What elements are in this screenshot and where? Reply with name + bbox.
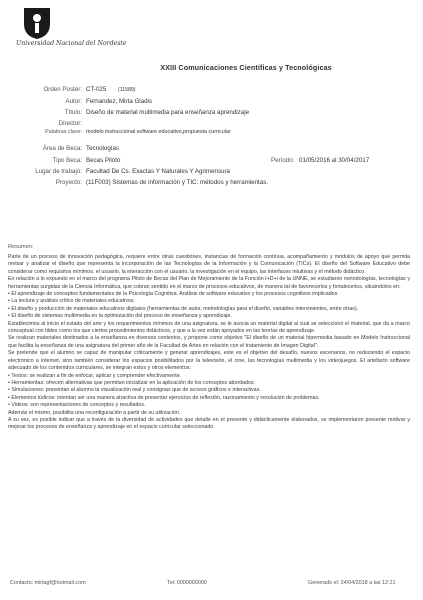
abstract-bullet: • El diseño y producción de materiales educativos digitales (herramientas de autor, metodologías para el diseño, variables intervinientes, entre otras). <box>8 305 359 312</box>
abstract-body <box>8 254 410 432</box>
university-seal-icon <box>22 6 52 40</box>
abstract-paragraph: Además el mismo, posibilita una reconfiguración a partir de su utilización. <box>8 409 181 416</box>
abstract-paragraph: Se realizan materiales destinados a la enseñanza en diversos contextos, y propone como objetivo "El diseño de un material hipermedia basado en Modelo Instruccional que facilita la enseñanza de una asignatura del primer año de la Facultad de Artes en relación con el tratamiento de Imagen Digital". <box>8 335 410 349</box>
abstract-bullet: • Herramientas: ofrecen alternativas que permitan inicializar en la aplicación de los conceptos abordados. <box>8 379 256 386</box>
field-area-label: Área de Beca: <box>42 145 82 152</box>
abstract-bullet: • La lectura y análisis crítico de materiales educativos. <box>8 298 135 305</box>
abstract-paragraph: Parte de un proceso de innovación pedagógica, requiere entre otras cuestiones, instancias de formación continua, acompañamiento y módulos de apoyo que permita revisar y analizar el diseño que representa la incorporación de las Tecnologías de la Información y la Comunicación (TICs). El diseño del Software Educativo debe considerar como requisitos mínimos: el usuario, la interacción con el usuario, la investigación en el equipo, las interfaces intuitivas y el método didáctico. <box>8 254 410 275</box>
field-proyecto-label: Proyecto: <box>55 179 82 186</box>
university-logo <box>16 6 127 62</box>
abstract-bullet: • El aprendizaje de conceptos fundamentales de la Psicología Cognitiva. Análisis de software educativo y los procesos cognitivos implicados. <box>8 291 339 298</box>
university-name: Universidad Nacional del Nordeste <box>16 40 127 47</box>
field-proyecto-value: (11F003) Sistemas de información y TIC: métodos y herramientas. <box>86 179 269 186</box>
abstract-paragraph: Establecimos al inicio el estado del arte y los requerimientos mínimos de una asignatura, se le asocia un material digital al cual se seleccionó el material, que da a marco conceptual con tildes como los que ciertos procedimientos didácticos, y que a la vez están apoyados en las teorías de aprendizaje. <box>8 320 410 335</box>
abstract-paragraph: En relación a lo expuesto en el marco del programa Piloto de Becas del Plan de Mejoramiento de la Función I+D+i de la UNNE, se estudiaron metodologías, tecnologías y herramientas surgidas de la Ciencia Informática, que cobran sentido en el marco de procesos educativos, de manera tal de favorecerlos y fortalecerlos, situándolos en: <box>8 276 410 290</box>
field-palabras-label: Palabras clave: <box>45 129 82 135</box>
footer-phone: Tel: 0000000000 <box>167 580 207 586</box>
field-periodo-label: Período: <box>271 157 295 164</box>
field-tipo-beca-value: Becas Piloto <box>86 157 121 164</box>
abstract-bullet: • Textos: se realizan a fin de enfocar, aplicar y comprender efectivamente. <box>8 372 182 379</box>
field-lugar-value: Facultad De Cs. Exactas Y Naturales Y Agrimensura <box>86 168 230 175</box>
footer-contact: Contacto: mirtagf@hotmail.com <box>10 580 86 586</box>
field-director-label: Director: <box>58 120 82 127</box>
field-lugar-label: Lugar de trabajo: <box>35 168 82 175</box>
field-tipo-beca-label: Tipo Beca: <box>52 157 82 164</box>
abstract-bullet: • Videos: son representaciones de conceptos y resultados. <box>8 402 146 409</box>
footer-generated: Generado el: 24/04/2018 a las 12:21 <box>308 580 396 586</box>
abstract-bullet: • Simulaciones: presentan al alumno la visualización real y consignas que de acceso gráficos e interactivas. <box>8 387 261 394</box>
field-area-value: Tecnologías <box>86 145 120 152</box>
abstract-label: Resumen: <box>8 244 34 250</box>
field-autor-value: Fernandez, Mirta Gladis <box>86 98 153 105</box>
field-titulo-label: Título: <box>64 109 82 116</box>
field-titulo-value: Diseño de material multimedia para enseñanza aprendizaje <box>86 109 250 116</box>
abstract-paragraph: A su vez, es posible indicar que a través de la diversidad de actividades que detalle en el presente y didácticamente elaborados, se implementaron presente motivar y mejorar los procesos de enseñanza y aprendizaje en el espacio curricular seleccionado. <box>8 416 410 431</box>
field-orden-value: CT-025 <box>86 86 107 93</box>
field-periodo-value: 01/05/2016 al 30/04/2017 <box>299 157 370 164</box>
abstract-bullet: • Elementos lúdicos: intentan ser una manera atractiva de presentar ejercicios de reflexión, razonamiento y resolución de problemas. <box>8 394 320 401</box>
field-palabras-value: modelo instruccional software educativo,propuesta curricular <box>86 129 231 135</box>
abstract-paragraph: Se pretende que el alumno se capaz de manipular críticamente y generar aprendizajes, este es el objetivo del desafío, nuevos escenarios, no reduciendo el espacio electrónico a internet, sino también considerar los espacios posibilitados por la televisión, el cine, las tecnologías multimedia y los videojuegos. El artefacto software adecuado de los contenidos curriculares, se integran estos y otros elementos: <box>8 350 410 372</box>
field-orden-label: Orden Poster: <box>43 86 82 93</box>
field-orden-extra: (11589) <box>118 87 136 93</box>
abstract-bullet: • El diseño de sistemas multimedia en la optimización del proceso de enseñanza y aprendizaje. <box>8 313 232 320</box>
field-autor-label: Autor: <box>65 98 82 105</box>
conference-title: XXIII Comunicaciones Científicas y Tecnológicas <box>160 63 332 72</box>
